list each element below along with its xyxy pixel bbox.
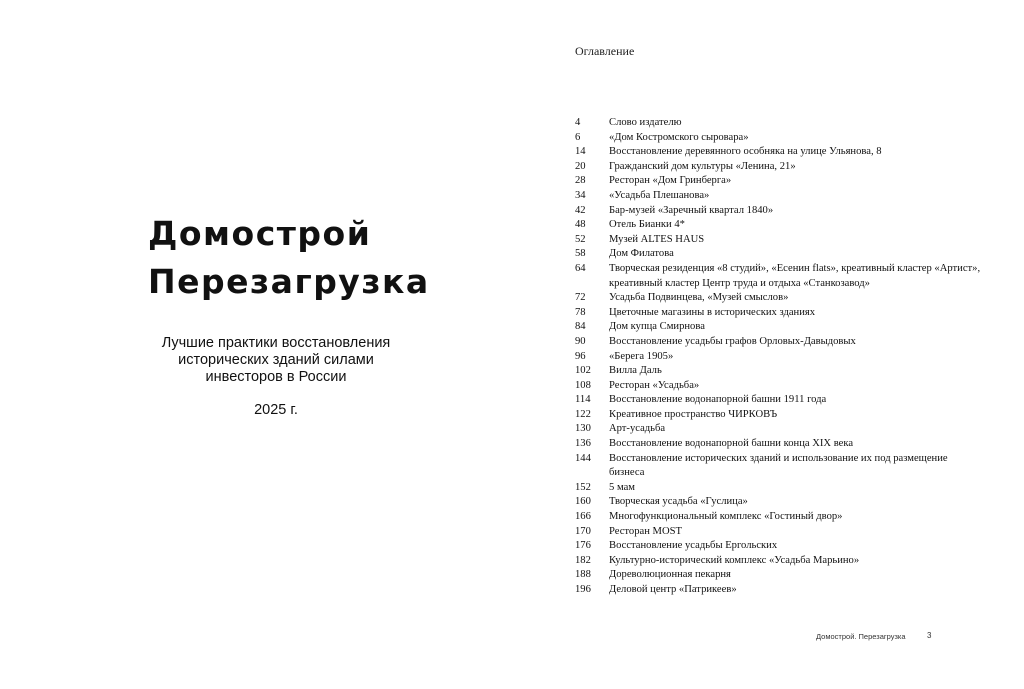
toc-entry[interactable] [575, 306, 985, 321]
toc-entry-title: Восстановление исторических зданий и использование их под размещение бизнеса [609, 452, 948, 479]
toc-page-number: 152 [575, 481, 591, 493]
toc-page-number: 90 [575, 335, 586, 347]
toc-entry-title: Цветочные магазины в исторических зданиях [609, 306, 816, 318]
toc-page-number: 58 [575, 248, 586, 260]
toc-entry-title: Восстановление усадьбы графов Орловых-Давыдовых [609, 335, 856, 347]
toc-entry-title: Музей ALTES HAUS [609, 233, 705, 245]
toc-entry-title: Отель Бианки 4* [609, 219, 685, 231]
toc-heading: Оглавление [575, 44, 635, 58]
toc-page-number: 108 [575, 379, 591, 391]
toc-page-number: 28 [575, 175, 586, 187]
toc-entry[interactable] [575, 539, 985, 554]
toc-page-number: 102 [575, 365, 591, 377]
toc-entry-title: Ресторан «Усадьба» [609, 379, 700, 391]
toc-entry-title: Дом Филатова [609, 248, 674, 260]
toc-entry-title: Гражданский дом культуры «Ленина, 21» [609, 160, 796, 172]
book-subtitle: Лучшие практики восстановления исторических зданий силами инвесторов в России [161, 335, 391, 385]
toc-entry[interactable] [575, 204, 985, 219]
toc-page-number: 14 [575, 146, 586, 158]
toc-page-number: 42 [575, 204, 586, 216]
toc-entry-title: 5 мам [609, 481, 635, 493]
contents-page [540, 0, 1024, 689]
toc-entry[interactable] [575, 262, 985, 291]
toc-entry-title: Арт-усадьба [609, 423, 666, 435]
toc-entry[interactable] [575, 510, 985, 525]
toc-page-number: 196 [575, 584, 591, 595]
toc-entry[interactable] [575, 408, 985, 423]
toc-entry-title: Дореволюционная пекарня [609, 569, 731, 581]
toc-entry[interactable] [575, 218, 985, 233]
toc-entry-title: Восстановление деревянного особняка на улице Ульянова, 8 [609, 146, 882, 158]
toc-page-number: 20 [575, 160, 586, 172]
toc-entry-title: «Берега 1905» [609, 350, 674, 362]
toc-page-number: 160 [575, 496, 591, 508]
toc-entry-title: Деловой центр «Патрикеев» [609, 584, 737, 595]
page-number: 3 [927, 631, 932, 640]
toc-entry-title: Восстановление водонапорной башни 1911 года [609, 394, 827, 406]
toc-entry[interactable] [575, 160, 985, 175]
toc-entry[interactable] [575, 554, 985, 569]
toc-entry[interactable] [575, 393, 985, 408]
toc-page-number: 6 [575, 131, 581, 143]
toc-page-number: 78 [575, 306, 586, 318]
toc-entry[interactable] [575, 437, 985, 452]
toc-entry[interactable] [575, 247, 985, 262]
toc-entry-title: Дом купца Смирнова [609, 321, 705, 333]
toc-entry[interactable] [575, 364, 985, 379]
toc-page-number: 122 [575, 408, 591, 420]
toc-page-number: 114 [575, 394, 591, 406]
toc-entry[interactable] [575, 131, 985, 146]
toc-entry[interactable] [575, 233, 985, 248]
toc-entry-title: Ресторан «Дом Гринберга» [609, 175, 732, 187]
toc-entry[interactable] [575, 422, 985, 437]
toc-page-number: 4 [575, 117, 581, 128]
toc-page-number: 64 [575, 262, 586, 274]
book-title-line-1: Домострой [148, 214, 372, 253]
toc-page-number: 34 [575, 189, 586, 201]
toc-page-number: 72 [575, 292, 586, 304]
toc-page-number: 52 [575, 233, 586, 245]
toc-entry[interactable] [575, 583, 985, 598]
toc-page-number: 170 [575, 525, 591, 537]
toc-entry-title: Многофункциональный комплекс «Гостиный двор» [609, 511, 843, 523]
toc-entry-title: Творческая резиденция «8 студий», «Есенин flats», креативный кластер «Артист», креативный кластер Центр труда и отдыха «Станкозавод» [609, 262, 981, 289]
toc-entry[interactable] [575, 525, 985, 540]
toc-entry[interactable] [575, 568, 985, 583]
book-title-line-2: Перезагрузка [148, 262, 430, 301]
toc-entry-title: «Усадьба Плешанова» [609, 189, 710, 201]
toc-entry-title: «Дом Костромского сыровара» [609, 131, 749, 143]
toc-page-number: 166 [575, 511, 591, 523]
toc-page-number: 176 [575, 540, 591, 552]
toc-entry[interactable] [575, 379, 985, 394]
toc-entry-title: Слово издателю [609, 117, 682, 128]
toc-entry-title: Креативное пространство ЧИРКОВЪ [609, 408, 778, 420]
toc-page-number: 48 [575, 219, 586, 231]
toc-entry-title: Ресторан MOST [609, 525, 682, 537]
publication-year: 2025 г. [254, 402, 298, 418]
toc-entry[interactable] [575, 116, 985, 131]
toc-page-number: 188 [575, 569, 591, 581]
toc-entry-title: Вилла Даль [609, 365, 662, 377]
running-footer-title: Домострой. Перезагрузка [816, 632, 906, 641]
book-title [148, 210, 430, 306]
toc-entry[interactable] [575, 495, 985, 510]
toc-list [575, 116, 985, 598]
toc-page-number: 144 [575, 452, 591, 464]
toc-page-number: 130 [575, 423, 591, 435]
toc-entry[interactable] [575, 481, 985, 496]
toc-entry-title: Творческая усадьба «Гуслица» [609, 496, 748, 508]
toc-entry-title: Бар-музей «Заречный квартал 1840» [609, 204, 774, 216]
toc-entry-title: Усадьба Подвинцева, «Музей смыслов» [609, 292, 789, 304]
toc-entry[interactable] [575, 335, 985, 350]
toc-entry[interactable] [575, 452, 985, 481]
toc-entry[interactable] [575, 291, 985, 306]
toc-entry[interactable] [575, 145, 985, 160]
toc-entry-title: Восстановление усадьбы Ергольских [609, 540, 778, 552]
toc-page-number: 96 [575, 350, 586, 362]
toc-page-number: 136 [575, 438, 591, 450]
toc-page-number: 84 [575, 321, 586, 333]
toc-entry-title: Восстановление водонапорной башни конца XIX века [609, 438, 854, 450]
toc-page-number: 182 [575, 554, 591, 566]
toc-entry[interactable] [575, 350, 985, 365]
toc-entry-title: Культурно-исторический комплекс «Усадьба Марьино» [609, 554, 860, 566]
toc-entry[interactable] [575, 320, 985, 335]
toc-entry[interactable] [575, 189, 985, 204]
toc-entry[interactable] [575, 174, 985, 189]
